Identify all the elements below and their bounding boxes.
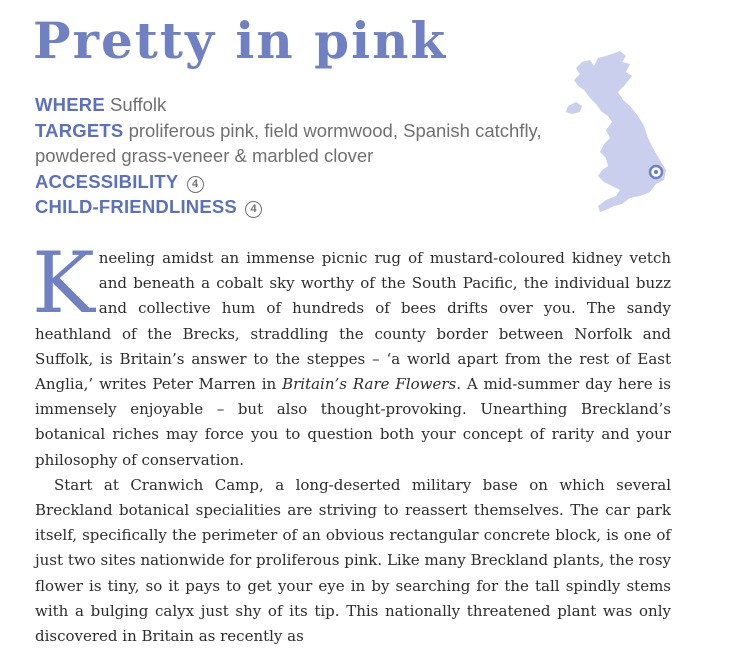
book-title: Britain’s Rare Flowers [282,375,457,394]
where-value: Suffolk [110,94,167,115]
drop-cap: K [32,234,95,332]
accessibility-row [35,169,555,195]
targets-row-continued [35,143,555,169]
site-facts [35,92,555,220]
accessibility-rating: 4 [187,176,204,193]
accessibility-label: ACCESSIBILITY [35,170,179,192]
targets-label: TARGETS [35,119,124,141]
targets-value: proliferous pink, field wormwood, Spanish catchfly, [128,119,542,141]
northern-ireland-outline [566,102,582,114]
paragraph-1-end: . A mid-summer day here is immensely enjoyable – but also thought-provoking. Unearthing Breckland’s botanical riches may force you to question both your concept of rarity and your philosophy of conservation. [35,375,671,469]
paragraph-1-text: neeling amidst an immense picnic rug of mustard-coloured kidney vetch and beneath a cobalt sky worthy of the South Pacific, the individual buzz and collective hum of hundreds of bees drifts over you. The sandy heathland of the Brecks, straddling the county border between Norfolk and Suffolk, is Britain’s answer to the steppes – ‘a world apart from the rest of East Anglia,’ writes Peter Marren in [35,249,671,394]
paragraph-1 [32,234,671,473]
targets-row [35,118,555,144]
child-friendliness-rating: 4 [245,201,262,218]
child-friendliness-label: CHILD-FRIENDLINESS [35,196,237,217]
page-title: Pretty in pink [33,11,448,70]
child-friendliness-row [35,194,555,220]
location-marker-dot [654,170,658,174]
paragraph-2: Start at Cranwich Camp, a long-deserted military base on which several Breckland botanical specialities are striving to reassert themselves. The car park itself, specifically the perimeter of an obvious rectangular concrete block, is one of just two sites nationwide for proliferous pink. Like many Breckland plants, the rosy flower is tiny, so it pays to get your eye in by searching for the tall spindly stems with a bulging calyx just shy of its tip. This nationally threatened plant was only discovered in Britain as recently as [35,475,671,646]
where-row [35,92,555,118]
where-label: WHERE [35,94,105,115]
targets-value-continued: powdered grass-veneer & marbled clover [35,145,374,166]
great-britain-map-icon [560,46,680,218]
britain-outline [574,51,666,212]
article-body [32,234,671,649]
